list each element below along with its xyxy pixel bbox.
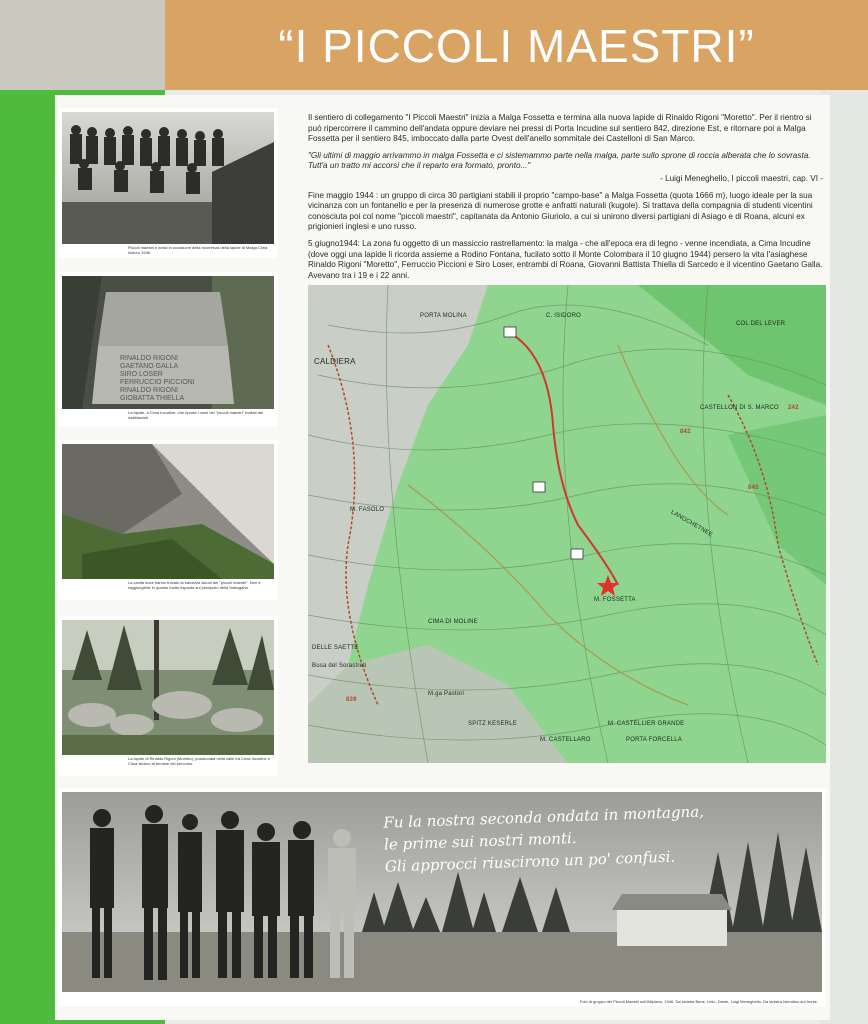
memorial-plaque-photo [62,276,274,409]
map-label: C. ISIDORO [546,313,582,319]
map-label: M.ga Pastori [428,691,465,697]
rock-cave-photo [62,444,274,579]
photo-card-forest-plaque [58,616,278,776]
plaque-line: RINALDO RIGONI [120,387,178,394]
photo-card-plaque [58,272,278,427]
forest-plaque-photo [62,620,274,755]
photo-caption: La lapide di Rinaldo Rigoni (Moretto), posizionata nella valle tra Cima Incudine e Cima Isidoro al termine del percorso. [128,756,271,766]
bottom-photo-card [58,788,826,1006]
map-label: M. FOSSETTA [594,597,636,603]
text-block [308,113,823,287]
route-number: 842 [680,429,691,435]
route-number: 242 [788,405,799,411]
map-label: COL DEL LEVER [736,321,786,327]
intro-paragraph: Il sentiero di collegamento "I Piccoli Maestri" inizia a Malga Fossetta e termina alla nuova lapide di Rinaldo Rigoni "Moretto". Per il rientro si può ripercorrere il cammino dell'andata oppure deviare nei pressi di Porta Incudine sul sentiero 842, direzione Est, e ritornare poi a Malga Fossetta per il sentiero 845, imboccato dalla parte Ovest dell'anello sommitale dei Castelloni di San Marco. [308,113,812,144]
photo-caption: La cavità dove hanno trovato la salvezza alcuni dei "piccoli maestri". Non è raggiungibile in quanto molto esposta sul precipizio della Valsugana. [128,580,261,590]
top-left-band [0,0,165,90]
map-label: M. CASTELLARO [540,737,591,743]
photo-caption: La lapide, a Cima Incudine, che riporta i nomi dei "piccoli maestri" fucilati dai nazifascisti. [128,410,263,420]
quote-attribution: - Luigi Meneghello, I piccoli maestri, cap. VI - [660,173,823,183]
route-number: 839 [346,697,357,703]
map-label: PORTA MOLINA [420,313,467,319]
photo-caption: Piccoli maestri e amici in occasione della ricorrenza della lapide di Malga Cima Isidoro 1946 [128,245,268,255]
group-photo [62,112,274,244]
map-label: CALDIERA [314,357,356,366]
map-label: DELLE SAETTE [312,645,359,651]
handwriting-line: Gli approcci riuscirono un po' confusi. [384,847,676,876]
book-quote: "Gli ultimi di maggio arrivammo in malga Fossetta e ci sistemammo parte nella malga, parte sullo sprone di roccia alberata che lo sovrasta. Tutt'a un tratto mi accorsi che il reparto era formato, pronto..." [308,150,811,171]
trail-map [308,285,826,763]
map-label: Busa del Sorastreti [312,663,367,669]
handwriting-line: le prime sui nostri monti. [383,828,577,854]
map-label: PORTA FORCELLA [626,737,682,743]
map-label: M. FASOLO [350,507,385,513]
plaque-line: GIOBATTA THIELLA [120,395,185,402]
plaque-line: RINALDO RIGONI [120,355,178,362]
photo-card-cave [58,440,278,600]
map-label: SPITZ KESERLE [468,721,517,727]
plaque-line: SIRO LOSER [120,371,163,378]
plaque-line: GAETANO GALLA [120,363,179,370]
map-label: CASTELLON DI S. MARCO [700,405,779,411]
route-number: 845 [748,485,759,491]
map-label: M. CASTELLIER GRANDE [608,721,685,727]
photo-caption: Foto di gruppo dei Piccoli Maestri sull'Altipiano, 1946. Da sinistra Bene, Lelio, Dante, Luigi Meneghello. Da sinistra Nerudino sul fronte. [579,999,818,1004]
group-hike-photo [62,792,822,992]
handwriting-line: Fu la nostra seconda ondata in montagna, [383,802,705,832]
history-paragraph: Fine maggio 1944 : un gruppo di circa 30 partigiani stabili il proprio "campo-base" a Malga Fossetta (quota 1666 m), luogo ideale per la sua vicinanza con un fontanello e per la presenza di numerose grotte e anfratti naturali (kugole). Si trattava della compagnia di studenti vicentini conosciuta poi col nome "piccoli maestri", capitanata da Antonio Giuriolo, a cui si unirono diversi partigiani di Asiago e di Roana, alcuni ex prigionieri inglesi e uno russo. [308,190,813,232]
photo-card-group [58,108,278,258]
roundup-paragraph: 5 giugno1944: La zona fu oggetto di un massiccio rastrellamento: la malga - che all'epoca era di legno - venne incendiata, a Cima Incudine (dove oggi una lapide li ricorda assieme a Rodino Fontana, fucilato sotto il Monte Colombara il 10 giugno 1944) persero la vita l'asiaghese Rinaldo Rigoni "Moretto", Ferruccio Piccioni e Siro Loser, entrambi di Roana, Giovanni Battista Thiella di Sarcedo e il vicentino Gaetano Galla. Avevano tra i 19 e i 22 anni. [308,238,823,280]
map-label: CIMA DI MOLINE [428,619,478,625]
map-label: LANOCHETNEE [669,509,714,539]
page-title: “I PICCOLI MAESTRI” [278,20,755,72]
plaque-line: FERRUCCIO PICCIONI [120,379,195,386]
